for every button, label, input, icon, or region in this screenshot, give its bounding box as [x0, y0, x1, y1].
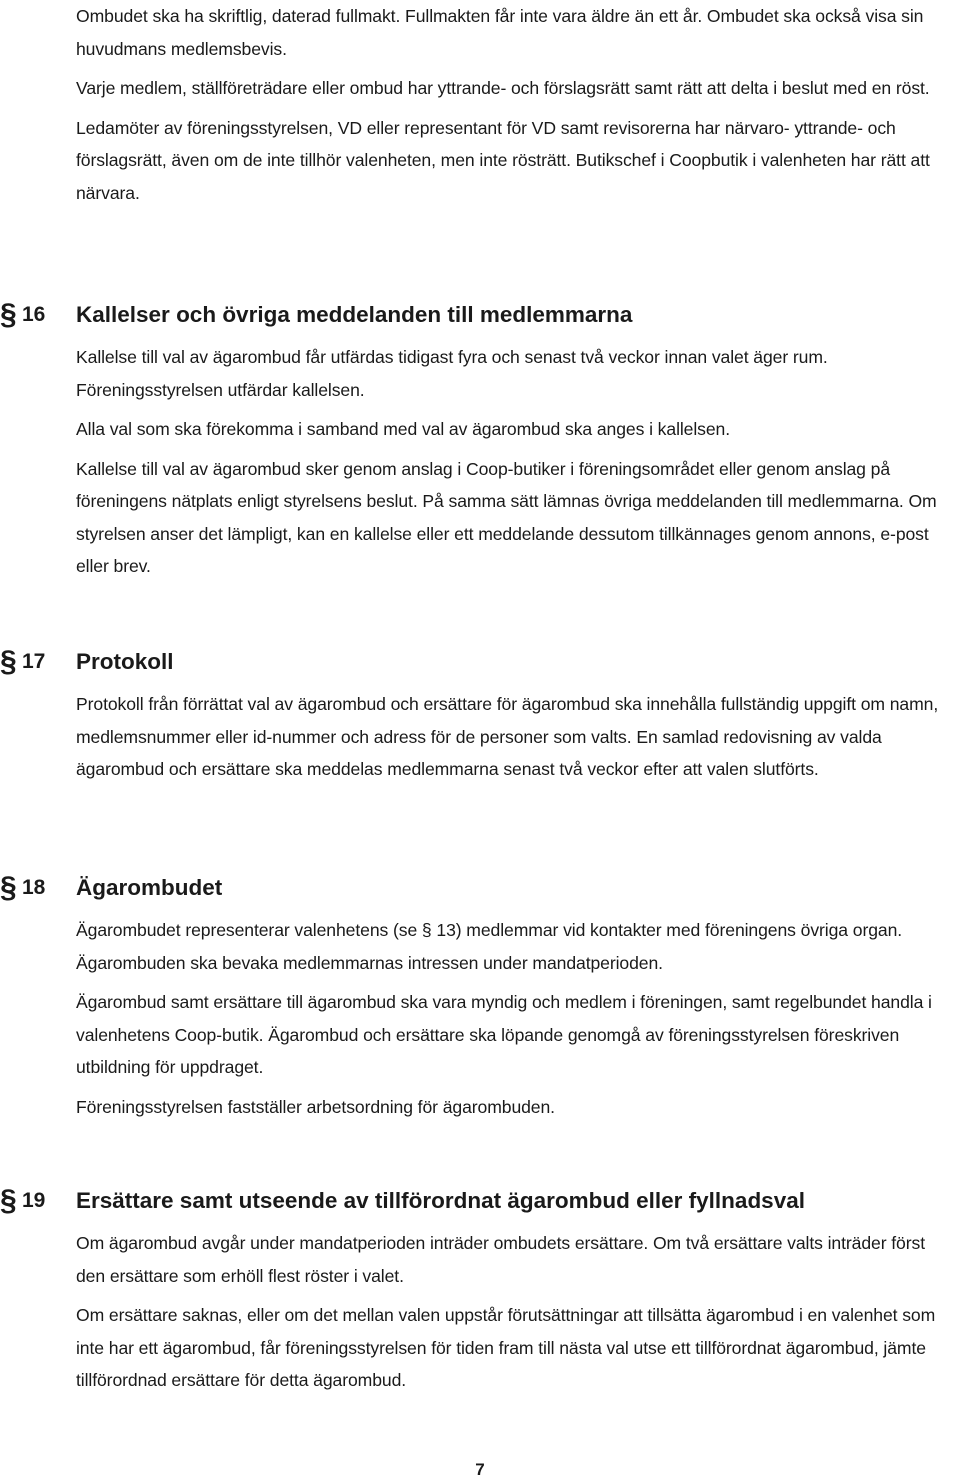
- section-18: [0, 868, 960, 1130]
- section-title: Protokoll: [76, 649, 174, 674]
- section-body: [76, 914, 942, 1123]
- section-paragraph: Alla val som ska förekomma i samband med val av ägarombud ska anges i kallelsen.: [76, 419, 731, 439]
- section-paragraph: Kallelse till val av ägarombud får utfärdas tidigast fyra och senast två veckor innan valet äger rum. Föreningsstyrelsen utfärdar kallelsen.: [76, 347, 828, 400]
- section-heading: [0, 1181, 960, 1221]
- section-body: [76, 1227, 942, 1397]
- section-19: [0, 1181, 960, 1404]
- section-heading: [0, 868, 960, 908]
- section-title: Ägarombudet: [76, 875, 223, 900]
- section-16: [0, 295, 960, 590]
- section-paragraph: Föreningsstyrelsen fastställer arbetsordning för ägarombuden.: [76, 1096, 555, 1117]
- section-heading: [0, 295, 960, 335]
- section-paragraph: Ägarombud samt ersättare till ägarombud ska vara myndig och medlem i föreningen, samt regelbundet handla i valenhetens Coop-butik. Ägarombud och ersättare ska löpande genomgå av föreningsstyrelsen föreskriven utbildning för uppdraget.: [76, 992, 932, 1077]
- section-sign-icon: §: [0, 645, 17, 678]
- intro-paragraph: Ombudet ska ha skriftlig, daterad fullmakt. Fullmakten får inte vara äldre än ett år. Ombudet ska också visa sin huvudmans medlemsbevis.: [76, 6, 924, 59]
- section-title: Kallelser och övriga meddelanden till medlemmarna: [76, 302, 633, 327]
- section-paragraph: Om ersättare saknas, eller om det mellan valen uppstår förutsättningar att tillsätta ägarombud i en valenhet som inte har ett ägarombud, får föreningsstyrelsen för tiden fram till nästa val utse ett tillförordnat ägarombud, jämte tillförordnad ersättare för detta ägarombud.: [76, 1305, 936, 1390]
- section-number: 19: [22, 1189, 46, 1212]
- section-sign-icon: §: [0, 1184, 17, 1217]
- section-number: 18: [22, 876, 46, 899]
- section-sign-icon: §: [0, 298, 17, 331]
- section-number: 17: [22, 650, 46, 673]
- section-body: [76, 688, 942, 786]
- intro-paragraph: Varje medlem, ställföreträdare eller ombud har yttrande- och förslagsrätt samt rätt att delta i beslut med en röst.: [76, 78, 930, 98]
- section-paragraph: Protokoll från förrättat val av ägarombud och ersättare för ägarombud ska innehålla fullständig uppgift om namn, medlemsnummer eller id-nummer och adress för de personer som valts. En samlad redovisning av valda ägarombud och ersättare ska meddelas medlemmarna senast två veckor efter att valen slutförts.: [76, 694, 939, 779]
- page-number: 7: [475, 1460, 485, 1479]
- section-17: [0, 642, 960, 793]
- intro-paragraph: Ledamöter av föreningsstyrelsen, VD eller representant för VD samt revisorerna har närvaro- yttrande- och förslagsrätt, även om de inte tillhör valenheten, men inte rösträtt. Butikschef i Coopbutik i valenheten har rätt att närvara.: [76, 117, 930, 203]
- section-body: [76, 341, 942, 583]
- section-heading: [0, 642, 960, 682]
- section-paragraph: Kallelse till val av ägarombud sker genom anslag i Coop-butiker i föreningsområdet eller genom anslag på föreningens nätplats enligt styrelsens beslut. På samma sätt lämnas övriga meddelanden till medlemmarna. Om styrelsen anser det lämpligt, kan en kallelse eller ett meddelande dessutom tillkännages genom annons, e-post eller brev.: [76, 458, 937, 576]
- section-paragraph: Ägarombudet representerar valenhetens (se § 13) medlemmar vid kontakter med föreningens övriga organ. Ägarombuden ska bevaka medlemmarnas intressen under mandatperioden.: [76, 920, 903, 973]
- section-sign-icon: §: [0, 871, 17, 904]
- intro-block: [76, 0, 956, 216]
- section-title: Ersättare samt utseende av tillförordnat ägarombud eller fyllnadsval: [76, 1188, 805, 1213]
- section-number: 16: [22, 303, 46, 326]
- section-paragraph: Om ägarombud avgår under mandatperioden inträder ombudets ersättare. Om två ersättare valts inträder först den ersättare som erhöll flest röster i valet.: [76, 1233, 925, 1286]
